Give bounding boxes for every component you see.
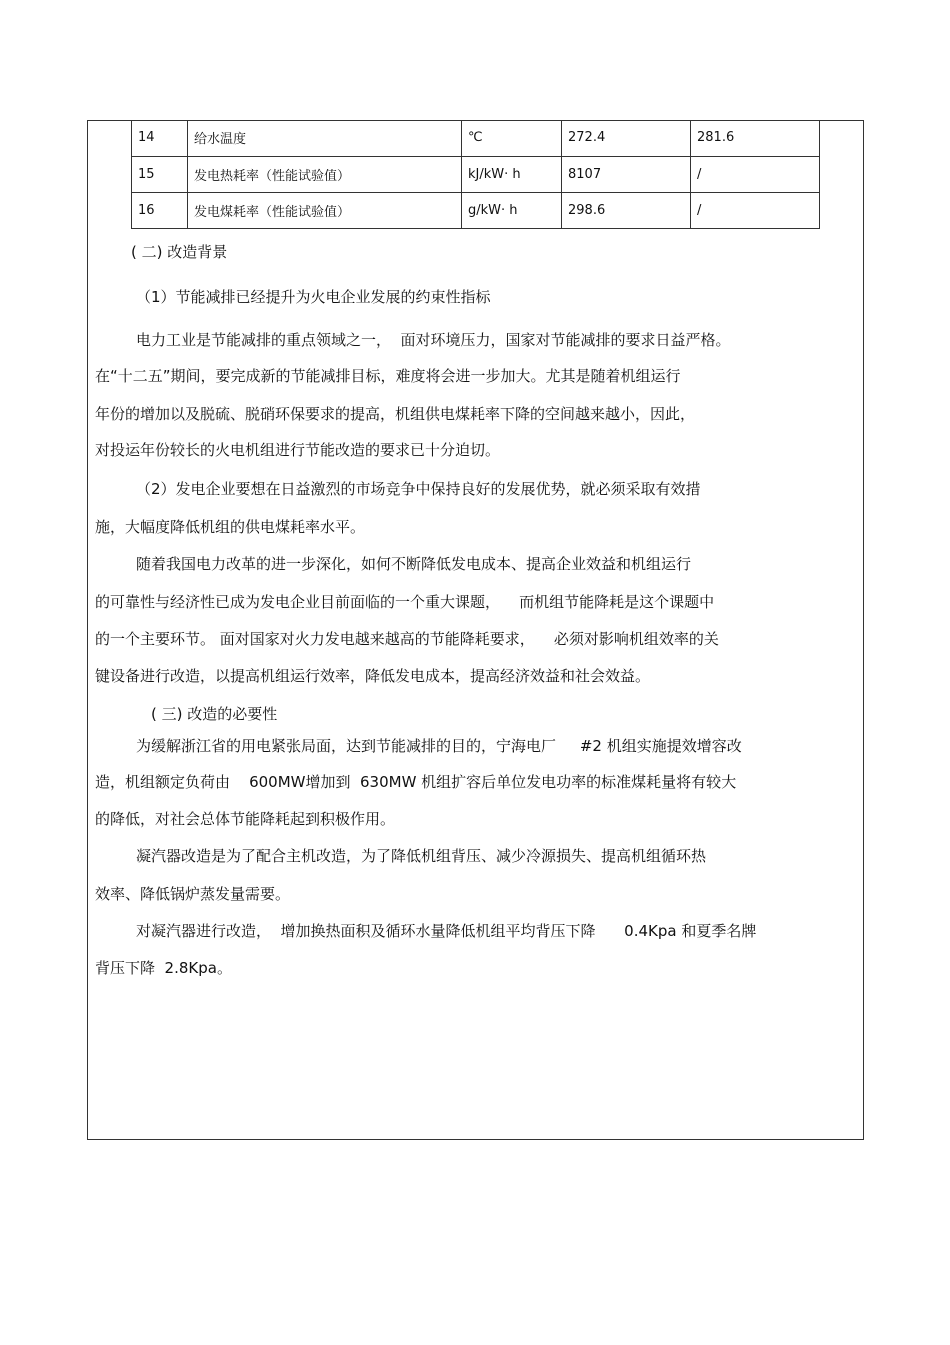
section-heading: ( 三) 改造的必要性 [151, 705, 278, 723]
row-value-after: / [691, 192, 820, 228]
paragraph-line: 随着我国电力改革的进一步深化，如何不断降低发电成本、提高企业效益和机组运行 [136, 555, 692, 573]
row-number: 15 [132, 156, 188, 192]
subsection-heading: （2）发电企业要想在日益激烈的市场竞争中保持良好的发展优势，就必须采取有效措 [136, 480, 701, 498]
row-unit: g/kW· h [462, 192, 562, 228]
paragraph-line: 对投运年份较长的火电机组进行节能改造的要求已十分迫切。 [95, 441, 501, 459]
row-value-after: 281.6 [691, 120, 820, 156]
paragraph-line: 键设备进行改造，以提高机组运行效率，降低发电成本，提高经济效益和社会效益。 [95, 667, 651, 685]
parameter-table [131, 120, 820, 229]
row-value-after: / [691, 156, 820, 192]
paragraph-line: 造，机组额定负荷由 600MW增加到 630MW 机组扩容后单位发电功率的标准煤耗量将有较大 [95, 773, 737, 791]
row-item: 给水温度 [188, 120, 462, 156]
paragraph-line: 电力工业是节能减排的重点领域之一， 面对环境压力，国家对节能减排的要求日益严格。 [136, 331, 731, 349]
row-item: 发电热耗率（性能试验值） [188, 156, 462, 192]
row-unit: kJ/kW· h [462, 156, 562, 192]
paragraph-line: 为缓解浙江省的用电紧张局面，达到节能减排的目的，宁海电厂 #2 机组实施提效增容改 [136, 737, 742, 755]
paragraph-line: 年份的增加以及脱硫、脱硝环保要求的提高，机组供电煤耗率下降的空间越来越小，因此， [95, 405, 696, 423]
paragraph-line: 背压下降 2.8Kpa。 [95, 959, 232, 977]
paragraph-line: 的可靠性与经济性已成为发电企业目前面临的一个重大课题， 而机组节能降耗是这个课题中 [95, 593, 715, 611]
paragraph-line: 效率、降低锅炉蒸发量需要。 [95, 885, 291, 903]
row-value-before: 272.4 [562, 120, 691, 156]
table-row [132, 156, 820, 192]
paragraph-line: 的降低，对社会总体节能降耗起到积极作用。 [95, 810, 396, 828]
row-item: 发电煤耗率（性能试验值） [188, 192, 462, 228]
paragraph-line: 对凝汽器进行改造， 增加换热面积及循环水量降低机组平均背压下降 0.4Kpa 和夏季名牌 [136, 922, 757, 940]
section-heading: ( 二) 改造背景 [131, 243, 228, 261]
row-unit: ℃ [462, 120, 562, 156]
paragraph-line: 施，大幅度降低机组的供电煤耗率水平。 [95, 518, 366, 536]
paragraph-line: 在“十二五”期间，要完成新的节能减排目标，难度将会进一步加大。尤其是随着机组运行 [95, 367, 681, 385]
paragraph-line: 的一个主要环节。 面对国家对火力发电越来越高的节能降耗要求， 必须对影响机组效率的关 [95, 630, 719, 648]
table-row [132, 120, 820, 156]
table-row [132, 192, 820, 228]
row-value-before: 8107 [562, 156, 691, 192]
paragraph-line: 凝汽器改造是为了配合主机改造，为了降低机组背压、减少冷源损失、提高机组循环热 [136, 847, 707, 865]
subsection-heading: （1）节能减排已经提升为火电企业发展的约束性指标 [136, 288, 491, 306]
row-number: 14 [132, 120, 188, 156]
row-number: 16 [132, 192, 188, 228]
row-value-before: 298.6 [562, 192, 691, 228]
